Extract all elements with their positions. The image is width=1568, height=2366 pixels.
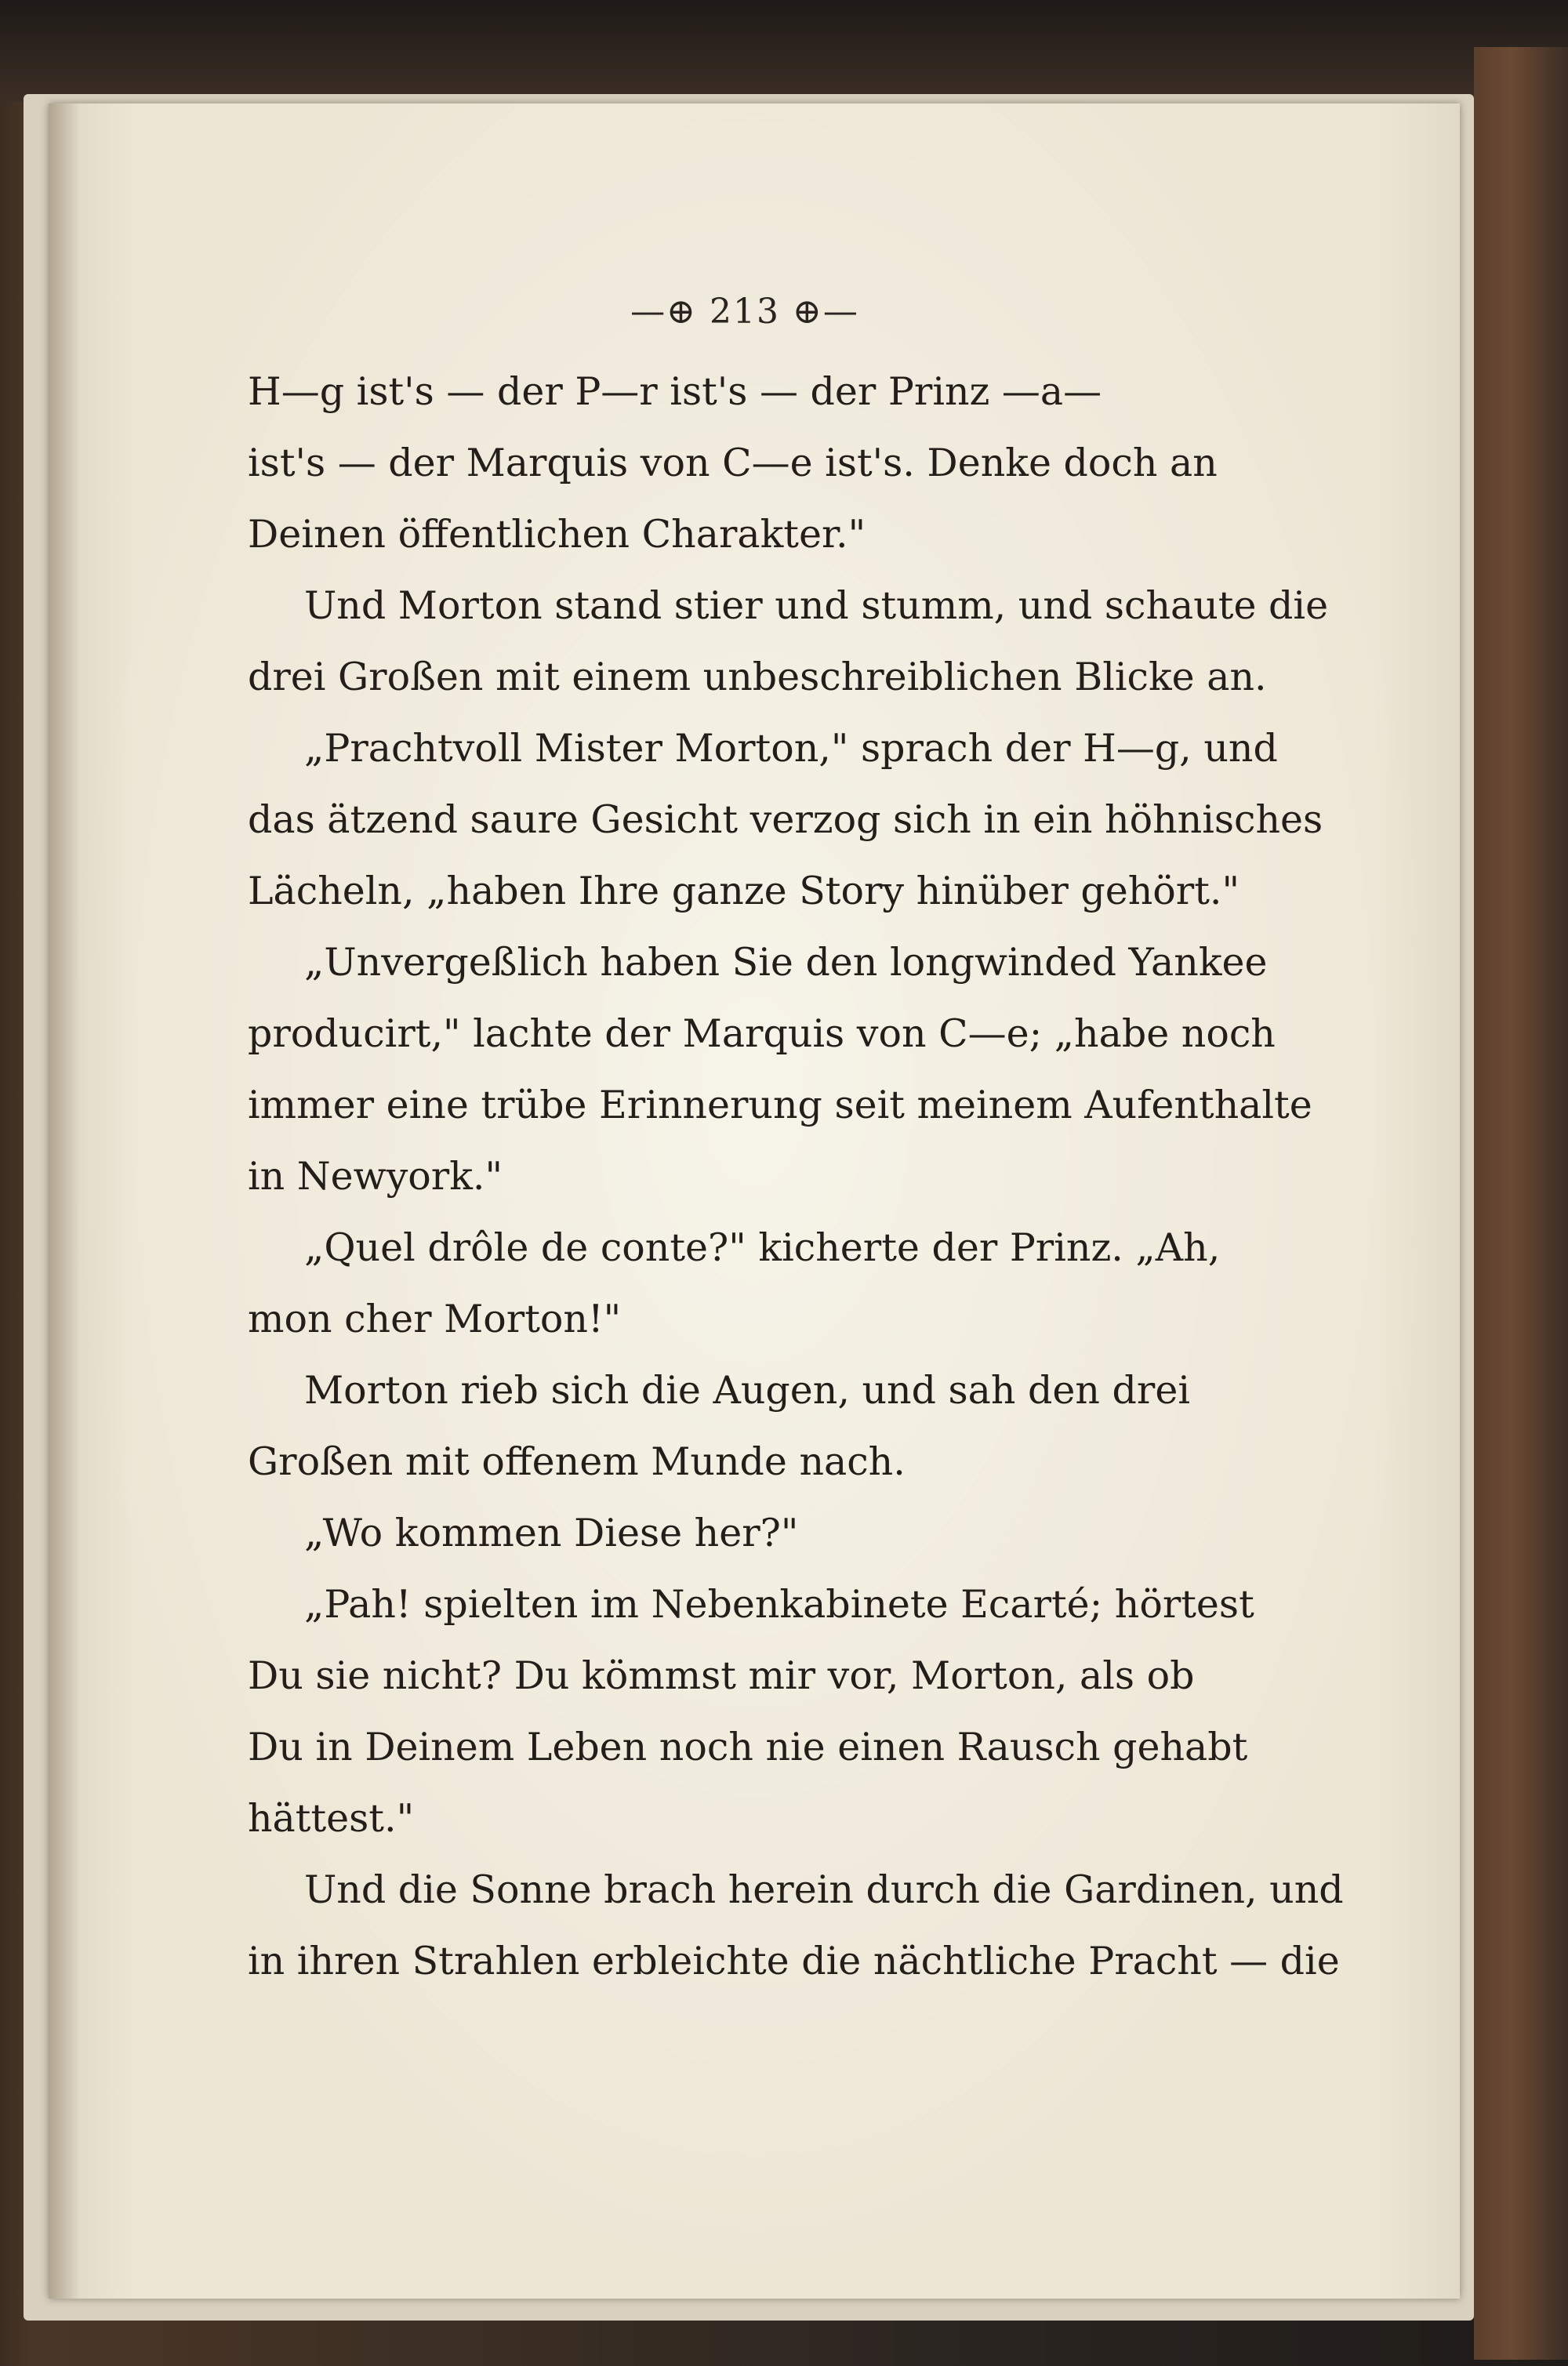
book-cover-right-edge [1474, 47, 1568, 2360]
text-line: Und die Sonne brach herein durch die Gardinen, und [304, 1867, 1344, 1912]
text-line: „Wo kommen Diese her?" [304, 1511, 799, 1555]
text-line: Und Morton stand stier und stumm, und schaute die [304, 583, 1329, 628]
text-line: Lächeln, „haben Ihre ganze Story hinüber gehört." [248, 869, 1240, 913]
text-line: Großen mit offenem Munde nach. [248, 1439, 906, 1484]
text-line: das ätzend saure Gesicht verzog sich in ein höhnisches [248, 797, 1323, 842]
text-line: in Newyork." [248, 1154, 503, 1199]
text-line: drei Großen mit einem unbeschreiblichen Blicke an. [248, 655, 1267, 699]
text-line: producirt," lachte der Marquis von C—e; „habe noch [248, 1011, 1276, 1056]
text-line: hättest." [248, 1796, 415, 1841]
text-line: in ihren Strahlen erbleichte die nächtliche Pracht — die [248, 1939, 1340, 1983]
text-line: Du sie nicht? Du kömmst mir vor, Morton, als ob [248, 1653, 1195, 1698]
text-line: H—g ist's — der P—r ist's — der Prinz —a— [248, 369, 1102, 414]
text-line: „Prachtvoll Mister Morton," sprach der H—g, und [304, 726, 1278, 771]
text-line: ist's — der Marquis von C—e ist's. Denke doch an [248, 441, 1218, 485]
text-line: Deinen öffentlichen Charakter." [248, 512, 866, 557]
text-line: mon cher Morton!" [248, 1297, 622, 1341]
text-line: „Quel drôle de conte?" kicherte der Prinz. „Ah, [304, 1225, 1221, 1270]
page-number: —⊕ 213 ⊕— [630, 292, 859, 332]
text-line: „Unvergeßlich haben Sie den longwinded Yankee [304, 940, 1268, 985]
text-line: Morton rieb sich die Augen, und sah den drei [304, 1368, 1190, 1413]
text-line: Du in Deinem Leben noch nie einen Rausch gehabt [248, 1725, 1248, 1769]
book-cover-top-edge [0, 0, 1568, 102]
page-gutter [49, 103, 80, 2299]
text-line: immer eine trübe Erinnerung seit meinem Aufenthalte [248, 1083, 1312, 1127]
text-line: „Pah! spielten im Nebenkabinete Ecarté; hörtest [304, 1582, 1254, 1627]
